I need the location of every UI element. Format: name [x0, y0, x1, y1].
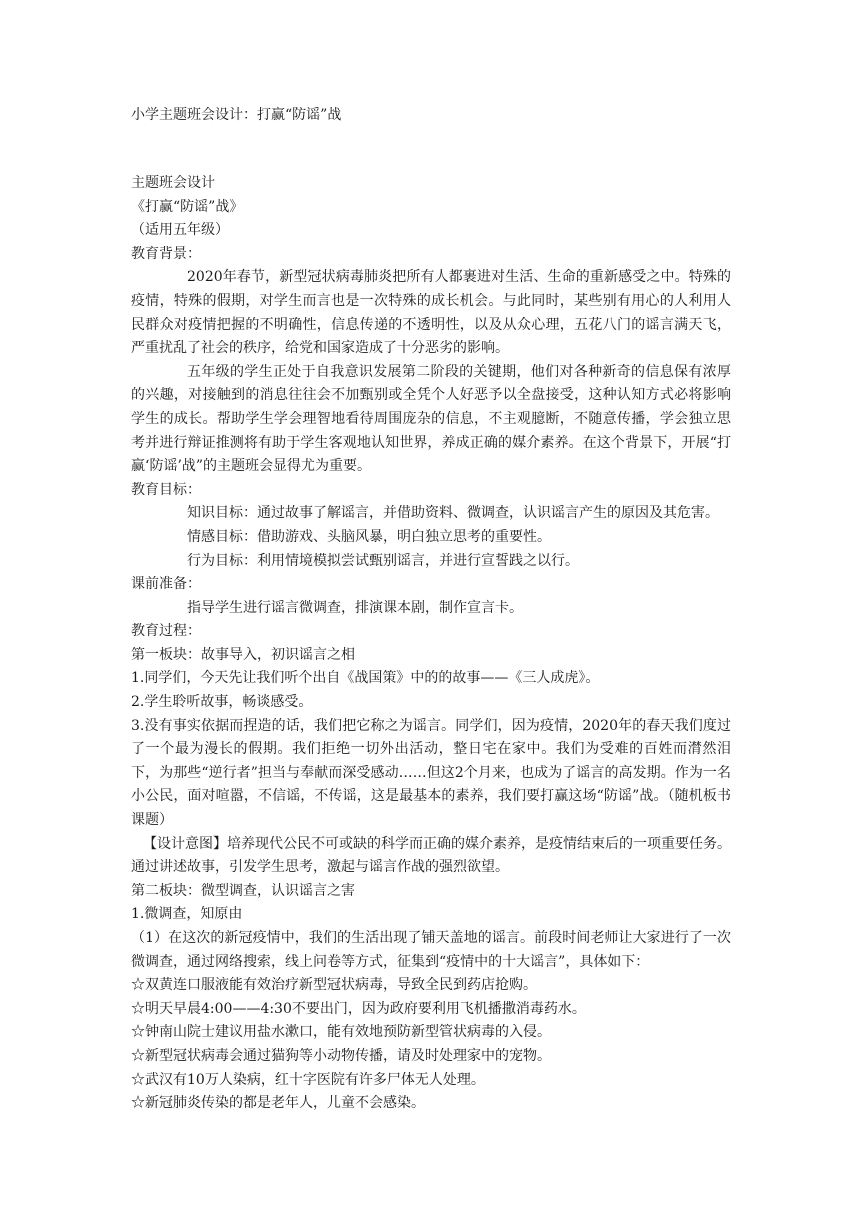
section-goals: 教育目标：	[131, 481, 201, 498]
document-title: 小学主题班会设计：打赢“防谣”战	[131, 107, 342, 123]
micro-survey-heading: 1.微调查，知原由	[131, 906, 243, 923]
step-1: 1.同学们，今天先让我们听个出自《战国策》中的的故事——《三人成虎》。	[131, 670, 600, 687]
design-intent: 【设计意图】培养现代公民不可或缺的科学而正确的媒介素养，是疫情结束后的一项重要任务。通过讲述故事，引发学生思考，激起与谣言作战的强烈欲望。	[131, 835, 731, 876]
step-2: 2.学生聆听故事，畅谈感受。	[131, 694, 313, 711]
section-preparation: 课前准备：	[131, 576, 201, 593]
rumor-item: ☆钟南山院士建议用盐水漱口，能有效地预防新型管状病毒的入侵。	[131, 1024, 551, 1041]
step-3: 3.没有事实依据而捏造的话，我们把它称之为谣言。同学们，因为疫情，2020年的春天我们度过了一个最为漫长的假期。我们拒绝一切外出活动，整日宅在家中。我们为受难的百姓而潸然泪下，为那些“逆行者”担当与奉献而深受感动……但这2个月来，也成为了谣言的高发期。作为一名小公民，面对喧嚣，不信谣，不传谣，这是最基本的素养，我们要打赢这场“防谣”战。（随机板书课题）	[131, 717, 731, 829]
paragraph-background-2: 五年级的学生正处于自我意识发展第二阶段的关键期，他们对各种新奇的信息保有浓厚的兴趣，对接触到的消息往往会不加甄别或全凭个人好恶予以全盘接受，这种认知方式必将影响学生的成长。帮助学生学会理智地看待周围庞杂的信息，不主观臆断，不随意传播，学会独立思考并进行辩证推测将有助于学生客观地认知世界，养成正确的媒介素养。在这个背景下，开展“打赢‘防谣’战”的主题班会显得尤为重要。	[131, 363, 731, 475]
goal-behavior: 行为目标：利用情境模拟尝试甄别谣言，并进行宣誓践之以行。	[187, 552, 579, 569]
goal-knowledge: 知识目标：通过故事了解谣言，并借助资料、微调查，认识谣言产生的原因及其危害。	[187, 505, 719, 522]
document-body	[131, 172, 731, 1116]
rumor-item: ☆新冠肺炎传染的都是老年人，儿童不会感染。	[131, 1095, 425, 1112]
goal-emotion: 情感目标：借助游戏、头脑风暴，明白独立思考的重要性。	[187, 528, 551, 545]
preparation-text: 指导学生进行谣言微调查，排演课本剧，制作宣言卡。	[187, 599, 523, 616]
rumor-item: ☆武汉有10万人染病，红十字医院有许多尸体无人处理。	[131, 1071, 485, 1088]
rumor-item: ☆双黄连口服液能有效治疗新型冠状病毒，导致全民到药店抢购。	[131, 977, 537, 994]
paragraph-background-1: 2020年春节，新型冠状病毒肺炎把所有人都裹进对生活、生命的重新感受之中。特殊的疫情，特殊的假期，对学生而言也是一次特殊的成长机会。与此同时，某些别有用心的人利用人民群众对疫情把握的不明确性，信息传递的不透明性，以及从众心理，五花八门的谣言满天飞，严重扰乱了社会的秩序，给党和国家造成了十分恶劣的影响。	[131, 269, 731, 357]
heading-title: 《打赢“防谣”战》	[131, 198, 244, 215]
rumor-item: ☆明天早晨4:00——4:30不要出门，因为政府要利用飞机播撒消毒药水。	[131, 1000, 586, 1017]
section-process: 教育过程：	[131, 623, 201, 640]
section-background: 教育背景：	[131, 245, 201, 262]
block-two-heading: 第二板块：微型调查，认识谣言之害	[131, 882, 355, 899]
micro-survey-text: （1）在这次的新冠疫情中，我们的生活出现了铺天盖地的谣言。前段时间老师让大家进行了一次微调查，通过网络搜索，线上问卷等方式，征集到“疫情中的十大谣言”，具体如下：	[131, 930, 731, 970]
block-one-heading: 第一板块：故事导入，初识谣言之相	[131, 646, 355, 663]
heading-theme: 主题班会设计	[131, 175, 215, 191]
heading-grade: （适用五年级）	[131, 222, 229, 239]
rumor-item: ☆新型冠状病毒会通过猫狗等小动物传播，请及时处理家中的宠物。	[131, 1047, 551, 1064]
